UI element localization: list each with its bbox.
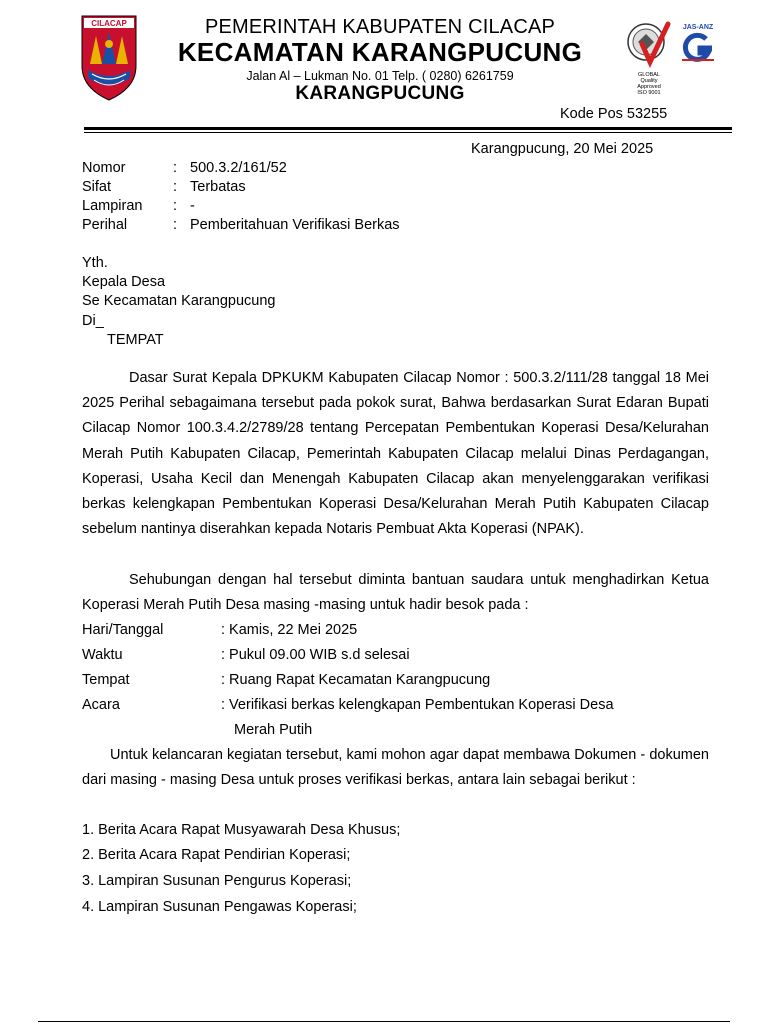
logo-text: CILACAP xyxy=(91,19,127,28)
letterhead-district: KECAMATAN KARANGPUCUNG xyxy=(177,37,583,67)
meta-label-sifat: Sifat xyxy=(82,179,112,195)
letterhead-town: KARANGPUCUNG xyxy=(295,83,465,104)
schedule-value-day: : Kamis, 22 Mei 2025 xyxy=(221,622,358,638)
schedule-value-event: : Verifikasi berkas kelengkapan Pembentukan Koperasi Desa xyxy=(221,697,614,713)
recipient-place: TEMPAT xyxy=(107,332,164,348)
cert-text-1: GLOBAL xyxy=(637,72,660,78)
page-bottom-line xyxy=(38,1021,730,1022)
jas-anz-badge xyxy=(680,24,716,70)
meta-value-nomor: 500.3.2/161/52 xyxy=(190,160,287,176)
schedule-label-place: Tempat xyxy=(82,672,130,688)
recipient-line-2: Se Kecamatan Karangpucung xyxy=(82,293,276,309)
schedule-value-place: : Ruang Rapat Kecamatan Karangpucung xyxy=(221,672,491,688)
document-list-item-1: 1. Berita Acara Rapat Musyawarah Desa Khusus; xyxy=(82,822,401,838)
schedule-value-time: : Pukul 09.00 WIB s.d selesai xyxy=(221,647,410,663)
cert-text-4: ISO 9001 xyxy=(637,90,661,96)
cilacap-regency-logo xyxy=(80,14,138,102)
schedule-label-time: Waktu xyxy=(82,647,123,663)
letter-date: Karangpucung, 20 Mei 2025 xyxy=(471,141,654,157)
postal-code: Kode Pos 53255 xyxy=(560,106,668,122)
meta-colon: : xyxy=(173,160,178,176)
cert-text-3: Approved xyxy=(637,84,661,90)
meta-value-lampiran: - xyxy=(190,198,195,214)
meta-label-lampiran: Lampiran xyxy=(82,198,143,214)
meta-label-perihal: Perihal xyxy=(82,217,128,233)
recipient-line-1: Kepala Desa xyxy=(82,274,166,290)
letterhead-divider xyxy=(84,127,732,130)
document-list-item-3: 3. Lampiran Susunan Pengurus Koperasi; xyxy=(82,873,352,889)
body-paragraph-1: Dasar Surat Kepala DPKUKM Kabupaten Cilacap Nomor : 500.3.2/111/28 tanggal 18 Mei 2025 Perihal sebagaimana tersebut pada pokok surat, Bahwa berdasarkan Surat Edaran Bupati Cilacap Nomor 100.3.4.2/2789/28 tentang Percepatan Pembentukan Koperasi Desa/Kelurahan Merah Putih Kabupaten Cilacap, Pemerintah Kabupaten Cilacap melalui Dinas Perdagangan, Koperasi, Usaha Kecil dan Menengah Kabupaten Cilacap akan menyelenggarakan verifikasi berkas kelengkapan Pembentukan Koperasi Desa/Kelurahan Merah Putih Kabupaten Cilacap sebelum nantinya diserahkan kepada Notaris Pembuat Akta Koperasi (NPAK). xyxy=(82,370,709,538)
letterhead-address: Jalan Al – Lukman No. 01 Telp. ( 0280) 6261759 xyxy=(246,69,514,83)
body-paragraph-3: Untuk kelancaran kegiatan tersebut, kami mohon agar dapat membawa Dokumen - dokumen dari masing - masing Desa untuk proses verifikasi berkas, antara lain sebagai berikut : xyxy=(82,747,709,789)
meta-colon: : xyxy=(173,198,178,214)
meta-colon: : xyxy=(173,179,178,195)
body-paragraph-2: Sehubungan dengan hal tersebut diminta bantuan saudara untuk menghadirkan Ketua Koperasi Merah Putih Desa masing -masing untuk hadir besok pada : xyxy=(82,572,709,614)
meta-value-perihal: Pemberitahuan Verifikasi Berkas xyxy=(190,217,400,233)
recipient-line-3: Di_ xyxy=(82,313,104,329)
meta-colon: : xyxy=(173,217,178,233)
iso-certification-badge xyxy=(624,18,674,96)
cert-text-2: Quality xyxy=(640,78,658,84)
schedule-label-day: Hari/Tanggal xyxy=(82,622,164,638)
jas-anz-label: JAS-ANZ xyxy=(682,24,714,31)
schedule-label-event: Acara xyxy=(82,697,120,713)
schedule-value-event-continuation: Merah Putih xyxy=(234,722,313,738)
meta-label-nomor: Nomor xyxy=(82,160,126,176)
document-list-item-4: 4. Lampiran Susunan Pengawas Koperasi; xyxy=(82,899,357,915)
document-list-item-2: 2. Berita Acara Rapat Pendirian Koperasi; xyxy=(82,847,351,863)
meta-value-sifat: Terbatas xyxy=(190,179,246,195)
letterhead-divider-thin xyxy=(84,132,732,133)
recipient-greeting: Yth. xyxy=(82,255,108,271)
letterhead-government: PEMERINTAH KABUPATEN CILACAP xyxy=(204,16,556,38)
